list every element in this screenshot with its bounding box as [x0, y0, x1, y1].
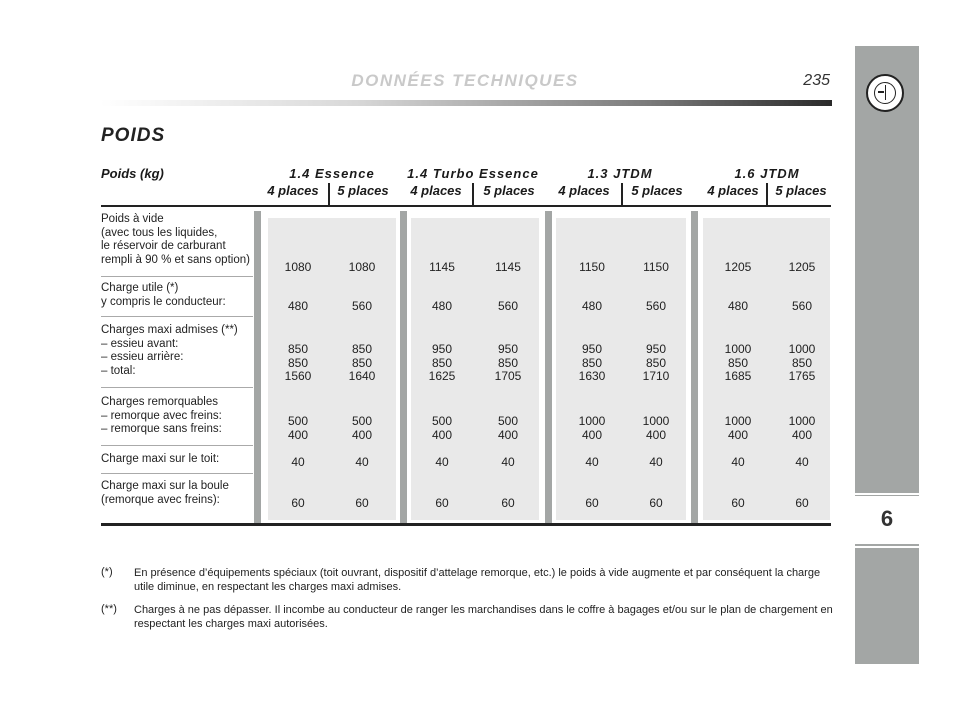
table-cell: 60 — [355, 496, 369, 510]
table-cell: 40 — [435, 455, 449, 469]
section-title: POIDS — [101, 125, 166, 146]
row-separator — [101, 276, 253, 277]
table-cell: 40 — [291, 455, 305, 469]
sidebar-divider — [855, 546, 919, 548]
table-cell: 1080 — [348, 260, 376, 274]
table-cell: 950 850 1710 — [642, 342, 670, 383]
footnote-mark: (*) — [101, 566, 113, 578]
places-header: 5 places — [337, 183, 389, 198]
table-cell: 1080 — [284, 260, 312, 274]
sidebar-divider — [855, 493, 919, 495]
table-cell: 560 — [645, 299, 667, 313]
table-cell: 1000 400 — [578, 414, 606, 442]
chapter-number: 6 — [880, 506, 894, 531]
table-cell: 60 — [795, 496, 809, 510]
engine-header: 1.6 JTDM — [734, 166, 800, 181]
table-cell: 480 — [727, 299, 749, 313]
table-cell: 40 — [731, 455, 745, 469]
table-cell: 60 — [435, 496, 449, 510]
table-unit-label: Poids (kg) — [101, 166, 164, 181]
table-footer-rule — [101, 523, 831, 526]
table-cell: 560 — [791, 299, 813, 313]
table-cell: 1145 — [495, 260, 521, 274]
table-cell: 40 — [795, 455, 809, 469]
chapter-tab[interactable] — [855, 496, 919, 544]
table-cell: 1150 — [643, 260, 669, 274]
places-header: 4 places — [558, 183, 610, 198]
brand-logo-icon — [866, 74, 904, 112]
places-header: 5 places — [631, 183, 683, 198]
engine-header: 1.4 Essence — [289, 166, 375, 181]
places-header: 5 places — [775, 183, 827, 198]
table-cell: 1000 400 — [788, 414, 816, 442]
row-label: Charges maxi admises (**) – essieu avant: – essieu arrière: – total: — [101, 324, 238, 377]
table-cell: 40 — [501, 455, 515, 469]
row-separator — [101, 473, 253, 474]
places-header: 4 places — [267, 183, 319, 198]
chapter-sidebar — [855, 46, 919, 664]
header-rule — [100, 100, 832, 106]
table-cell: 500 400 — [431, 414, 453, 442]
table-cell: 40 — [585, 455, 599, 469]
table-cell: 60 — [649, 496, 663, 510]
row-separator — [101, 387, 253, 388]
engine-header: 1.3 JTDM — [587, 166, 653, 181]
subheader-divider — [621, 183, 623, 207]
table-cell: 1205 — [724, 260, 752, 274]
row-separator — [101, 445, 253, 446]
column-separator-bar — [254, 211, 261, 525]
table-cell: 500 400 — [287, 414, 309, 442]
table-cell: 1000 850 1765 — [788, 342, 816, 383]
column-separator-bar — [691, 211, 698, 525]
row-label: Charge maxi sur le toit: — [101, 453, 220, 465]
places-header: 4 places — [707, 183, 759, 198]
table-cell: 560 — [351, 299, 373, 313]
table-cell: 500 400 — [351, 414, 373, 442]
page-number: 235 — [803, 72, 830, 89]
table-cell: 950 850 1705 — [494, 342, 522, 383]
table-cell: 1145 — [429, 260, 455, 274]
running-header-title: DONNÉES TECHNIQUES — [351, 71, 579, 90]
table-cell: 480 — [431, 299, 453, 313]
table-cell: 950 850 1630 — [578, 342, 606, 383]
subheader-divider — [328, 183, 330, 207]
table-cell: 480 — [581, 299, 603, 313]
table-cell: 1000 400 — [642, 414, 670, 442]
row-label: Charges remorquables – remorque avec freins: – remorque sans freins: — [101, 396, 222, 435]
column-separator-bar — [400, 211, 407, 525]
subheader-divider — [766, 183, 768, 207]
footnote-text: En présence d’équipements spéciaux (toit ouvrant, dispositif d’attelage remorque, etc.) le poids à vide augmente et par conséquent la charge utile diminue, en respectant les charges maxi admises. — [134, 567, 821, 593]
row-separator — [101, 316, 253, 317]
table-cell: 1205 — [788, 260, 816, 274]
row-label: Charge utile (*) y compris le conducteur: — [101, 282, 226, 308]
table-cell: 480 — [287, 299, 309, 313]
table-cell: 950 850 1625 — [428, 342, 456, 383]
table-cell: 500 400 — [497, 414, 519, 442]
table-cell: 60 — [731, 496, 745, 510]
table-header-rule — [101, 205, 831, 207]
table-cell: 60 — [501, 496, 515, 510]
row-label: Charge maxi sur la boule (remorque avec freins): — [101, 480, 229, 506]
table-cell: 40 — [355, 455, 369, 469]
row-label: Poids à vide (avec tous les liquides, le réservoir de carburant rempli à 90 % et sans option) — [101, 213, 250, 266]
engine-header: 1.4 Turbo Essence — [407, 166, 539, 181]
subheader-divider — [472, 183, 474, 207]
column-separator-bar — [545, 211, 552, 525]
table-cell: 40 — [649, 455, 663, 469]
table-cell: 60 — [291, 496, 305, 510]
footnote-mark: (**) — [101, 603, 117, 615]
table-cell: 1150 — [579, 260, 605, 274]
table-cell: 1000 400 — [724, 414, 752, 442]
table-cell: 1000 850 1685 — [724, 342, 752, 383]
places-header: 5 places — [483, 183, 535, 198]
table-cell: 60 — [585, 496, 599, 510]
table-cell: 560 — [497, 299, 519, 313]
table-cell: 850 850 1560 — [284, 342, 312, 383]
places-header: 4 places — [410, 183, 462, 198]
footnote-text: Charges à ne pas dépasser. Il incombe au conducteur de ranger les marchandises dans le coffre à bagages et/ou sur le plan de chargement en respectant les charges maxi autorisées. — [134, 604, 833, 630]
table-cell: 850 850 1640 — [348, 342, 376, 383]
